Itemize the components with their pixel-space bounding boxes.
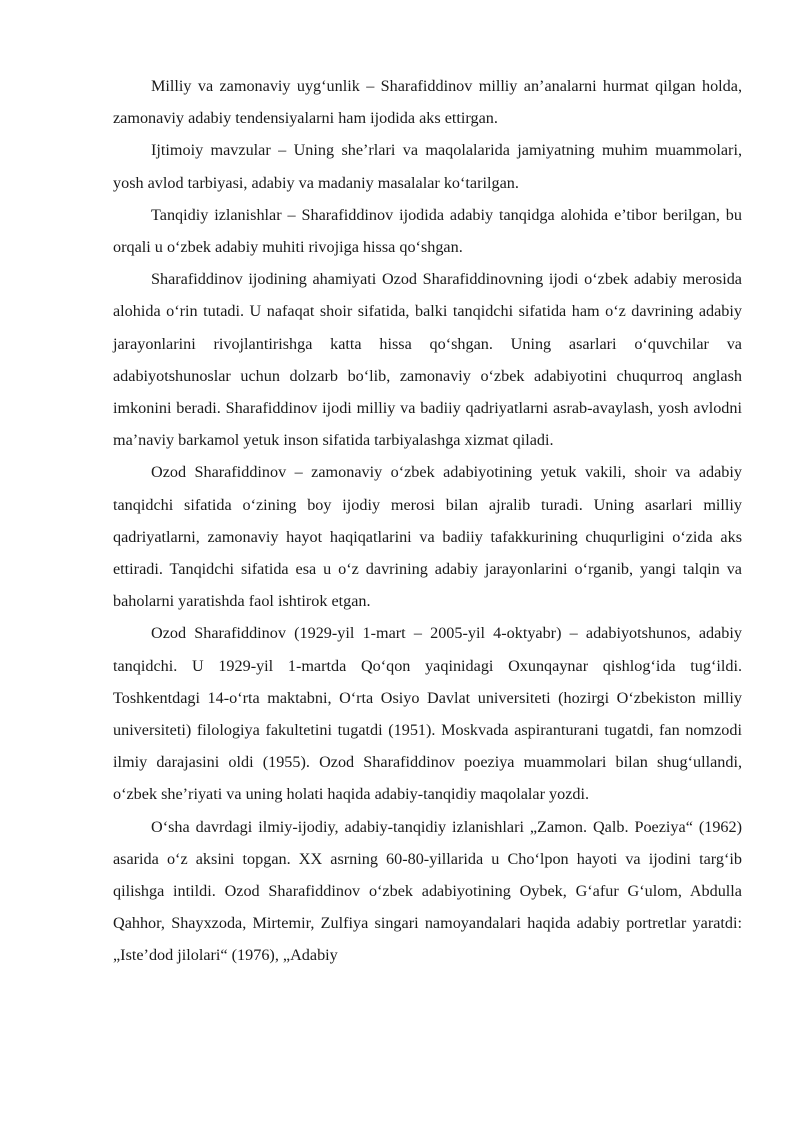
paragraph-izlanishlar: O‘sha davrdagi ilmiy-ijodiy, adabiy-tanqidiy izlanishlari „Zamon. Qalb. Poeziya“ (1962) asarida o‘z aksini topgan. XX asrning 60-80-yillarida u Cho‘lpon hayoti va ijodini targ‘ib qilishga intildi. Ozod Sharafiddinov o‘zbek adabiyotining Oybek, G‘afur G‘ulom, Abdulla Qahhor, Shayxzoda, Mirtemir, Zulfiya singari namoyandalari haqida adabiy portretlar yaratdi: „Iste’dod jilolari“ (1976), „Adabiy (113, 817, 742, 965)
paragraph-ijtimoiy-mavzular: Ijtimoiy mavzular – Uning she’rlari va maqolalarida jamiyatning muhim muammolari, yosh avlod tarbiyasi, adabiy va madaniy masalalar ko‘tarilgan. (113, 141, 742, 192)
paragraph-biografiya: Ozod Sharafiddinov (1929-yil 1-mart – 2005-yil 4-oktyabr) – adabiyotshunos, adabiy tanqidchi. U 1929-yil 1-martda Qo‘qon yaqinidagi Oxunqaynar qishlog‘ida tug‘ildi. Toshkentdagi 14-o‘rta maktabni, O‘rta Osiyo Davlat universiteti (hozirgi O‘zbekiston milliy universiteti) filologiya fakultetini tugatdi (1951). Moskvada aspiranturani tugatdi, fan nomzodi ilmiy darajasini oldi (1955). Ozod Sharafiddinov poeziya muammolari bilan shug‘ullandi, o‘zbek she’riyati va uning holati haqida adabiy-tanqidiy maqolalar yozdi. (113, 624, 742, 804)
paragraph-tanqidiy-izlanishlar: Tanqidiy izlanishlar – Sharafiddinov ijodida adabiy tanqidga alohida e’tibor berilgan, bu orqali u o‘zbek adabiy muhiti rivojiga hissa qo‘shgan. (113, 205, 742, 257)
paragraph-milliy-uygunlik: Milliy va zamonaviy uyg‘unlik – Sharafiddinov milliy an’analarni hurmat qilgan holda, zamonaviy adabiy tendensiyalarni ham ijodida aks ettirgan. (113, 77, 742, 128)
document-page (113, 70, 742, 972)
paragraph-ijod-ahamiyati: Sharafiddinov ijodining ahamiyati Ozod Sharafiddinovning ijodi o‘zbek adabiy merosida alohida o‘rin tutadi. U nafaqat shoir sifatida, balki tanqidchi sifatida ham o‘z davrining adabiy jarayonlarini rivojlantirishga katta hissa qo‘shgan. Uning asarlari o‘quvchilar va adabiyotshunoslar uchun dolzarb bo‘lib, zamonaviy o‘zbek adabiyotini chuqurroq anglash imkonini beradi. Sharafiddinov ijodi milliy va badiiy qadriyatlarni asrab-avaylash, yosh avlodni ma’naviy barkamol yetuk inson sifatida tarbiyalashga xizmat qiladi. (113, 270, 742, 450)
paragraph-yetuk-vakil: Ozod Sharafiddinov – zamonaviy o‘zbek adabiyotining yetuk vakili, shoir va adabiy tanqidchi sifatida o‘zining boy ijodiy merosi bilan ajralib turadi. Uning asarlari milliy qadriyatlarni, zamonaviy hayot haqiqatlarini va badiiy tafakkurining chuqurligini o‘zida aks ettiradi. Tanqidchi sifatida esa u o‘z davrining adabiy jarayonlarini o‘rganib, yangi talqin va baholarni yaratishda faol ishtirok etgan. (113, 463, 742, 611)
